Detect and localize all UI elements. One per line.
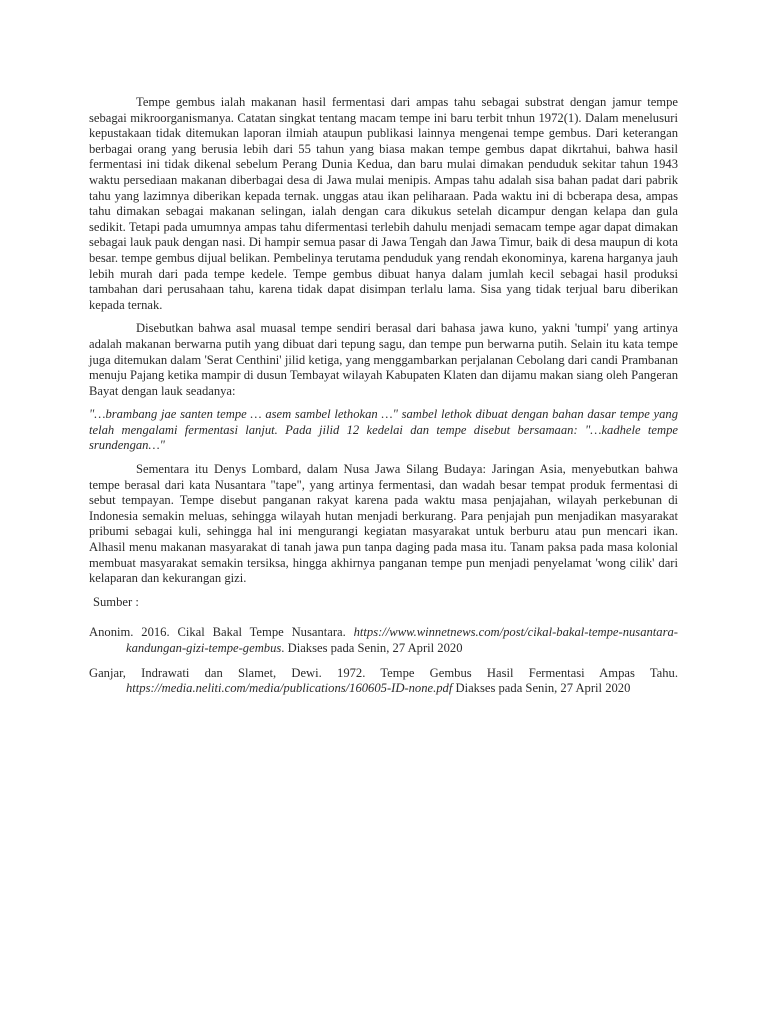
reference-text: Anonim. 2016. Cikal Bakal Tempe Nusantara. [89,625,354,640]
paragraph-1: Tempe gembus ialah makanan hasil fermentasi dari ampas tahu sebagai substrat dengan jamur tempe sebagai mikroorganismanya. Catatan singkat tentang macam tempe ini baru terbit tnhun 1972(1). Dalam menelusuri kepustakaan tidak ditemukan laporan ilmiah ataupun publikasi lainnya mengenai tempe gembus. Dari keterangan berbagai orang yang berusia lebih dari 55 tahun yang biasa makan tempe gembus dapat dikrtahui, bahwa hasil fermentasi ini tidak dikenal sebelum Perang Dunia Kedua, dan baru mulai dimakan penduduk sekitar tahun 1943 waktu persediaan makanan diberbagai desa di Jawa mulai menipis. Ampas tahu adalah sisa bahan padat dari pabrik tahu yang lazimnya diberikan kepada ternak. unggas atau ikan peliharaan. Pada waktu ini di bcberapa desa, ampas tahu dimakan sebagai makanan selingan, ialah dengan cara dikukus setelah dicampur dengan kelapa dan gula sedikit. Tetapi pada umumnya ampas tahu difermentasi terlebih dahulu menjadi semacam tempe agar dapat dimakan sebagai lauk pauk dengan nasi. Di hampir semua pasar di Jawa Tengah dan Jawa Timur, baik di desa maupun di kota besar. tempe gembus dijual belikan. Pembelinya terutama penduduk yang rendah ekonominya, karena harganya jauh lebih murah dari pada tempe kedele. Tempe gembus dibuat hanya dalam jumlah kecil sebagai hasil produksi tambahan dari perusahaan tahu, karena tidak dapat disimpan terlalu lama. Sisa yang tidak terjual baru diberikan kepada ternak. [89,95,678,312]
reference-text: Ganjar, Indrawati dan Slamet, Dewi. 1972. Tempe Gembus Hasil Fermentasi Ampas Tahu. [89,665,678,680]
sources-heading: Sumber : [93,594,139,609]
quote-block: "…brambang jae santen tempe … asem sambel lethokan …" sambel lethok dibuat dengan bahan dasar tempe yang telah mengalami fermentasi lanjut. Pada jilid 12 kedelai dan tempe disebut bersamaan: "…kadhele tempe srundengan…" [89,407,678,453]
reference-item [89,666,678,697]
reference-access-date: Diakses pada Senin, 27 April 2020 [452,681,631,696]
reference-link[interactable]: https://www.winnetnews.com/post/cikal-bakal-tempe-nusantara-kandungan-gizi-tempe-gembus [126,625,678,655]
reference-access-date: . Diakses pada Senin, 27 April 2020 [281,641,463,655]
document-page [89,95,678,706]
reference-link[interactable]: https://media.neliti.com/media/publications/160605-ID-none.pdf [126,681,453,696]
paragraph-2: Disebutkan bahwa asal muasal tempe sendiri berasal dari bahasa jawa kuno, yakni 'tumpi' yang artinya adalah makanan berwarna putih yang dibuat dari tepung sagu, dan tempe pun berwarna putih. Selain itu kata tempe juga ditemukan dalam 'Serat Centhini' jilid ketiga, yang menggambarkan perjalanan Cebolang dari candi Prambanan menuju Pajang ketika mampir di dusun Tembayat wilayah Kabupaten Klaten dan dijamu makan siang oleh Pangeran Bayat dengan lauk seadanya: [89,321,678,398]
paragraph-3: Sementara itu Denys Lombard, dalam Nusa Jawa Silang Budaya: Jaringan Asia, menyebutkan bahwa tempe berasal dari kata Nusantara "tape", yang artinya fermentasi, dan wadah besar tempat produk fermentasi di sebut tempayan. Tempe disebut panganan rakyat karena pada waktu masa penjajahan, wilayah perkebunan di Indonesia semakin meluas, sehingga wilayah hutan menjadi berkurang. Para penjajah pun menjadikan masyarakat pribumi sebagai kuli, sehingga hal ini mengurangi kegiatan masyarakat untuk berburu atau pun mencari ikan. Alhasil menu makanan masyarakat di tanah jawa pun tanpa daging pada masa itu. Tanam paksa pada masa kolonial membuat masyarakat semakin tersiksa, hingga akhirnya panganan tempe pun menjadi penyelamat 'wong cilik' dari kelaparan dan kekurangan gizi. [89,462,678,586]
reference-item [89,625,678,656]
